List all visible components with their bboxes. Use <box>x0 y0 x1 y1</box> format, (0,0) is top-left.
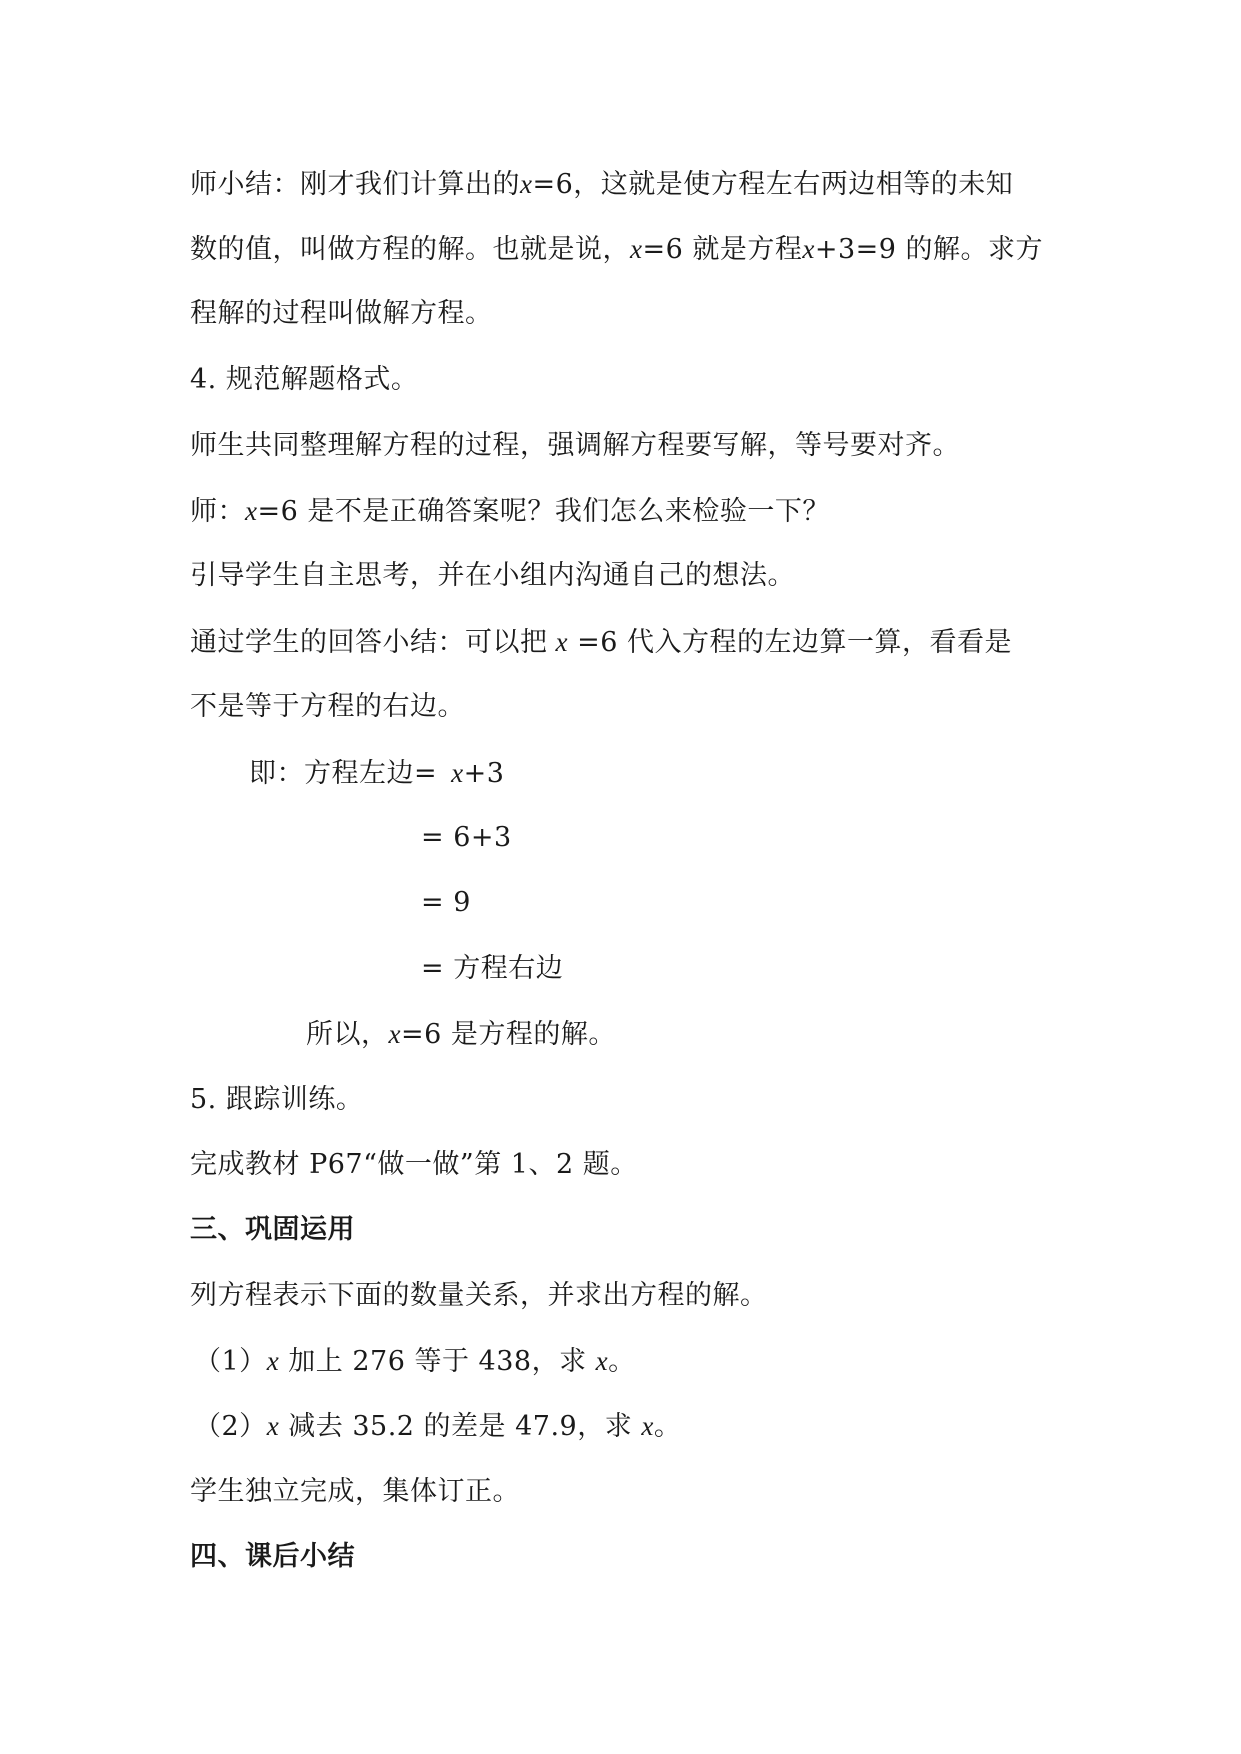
guide-text: 引导学生自主思考，并在小组内沟通自己的想法。 <box>190 560 795 591</box>
text: +3 <box>463 758 505 789</box>
question-2 <box>194 1408 681 1445</box>
conclusion-line-2: 不是等于方程的右边。 <box>190 691 465 722</box>
step5-body: 完成教材 P67“做一做”第 1、2 题。 <box>190 1149 638 1180</box>
variable-x: x <box>245 496 258 526</box>
text: 。 <box>653 1411 682 1442</box>
variable-x: x <box>595 1346 609 1376</box>
text: =6 就是方程 <box>642 234 803 265</box>
variable-x: x <box>451 758 464 788</box>
summary-line-1 <box>190 166 1013 203</box>
section3-after: 学生独立完成，集体订正。 <box>190 1476 520 1507</box>
text: （1） <box>194 1346 267 1377</box>
variable-x: x <box>802 234 815 264</box>
conclusion-line-1 <box>190 624 1012 661</box>
step4-body: 师生共同整理解方程的过程，强调解方程要写解，等号要对齐。 <box>190 430 960 461</box>
text: 师小结：刚才我们计算出的 <box>190 169 520 200</box>
teacher-question <box>190 493 830 530</box>
variable-x: x <box>630 234 643 264</box>
text: =6 是不是正确答案呢？我们怎么来检验一下？ <box>257 496 830 527</box>
step5-title: 5. 跟踪训练。 <box>190 1084 364 1115</box>
text: 师： <box>190 496 245 527</box>
variable-x: x <box>555 627 568 657</box>
variable-x: x <box>520 169 533 199</box>
step4-title: 4. 规范解题格式。 <box>190 364 419 395</box>
check-line-2: = 6+3 <box>421 822 512 853</box>
text: 数的值，叫做方程的解。也就是说， <box>190 234 630 265</box>
text: 通过学生的回答小结：可以把 <box>190 627 548 658</box>
section4-heading: 四、课后小结 <box>190 1541 355 1572</box>
question-1 <box>194 1343 636 1380</box>
text: 即：方程左边= <box>249 758 438 789</box>
summary-line-2 <box>190 231 1043 268</box>
section3-intro: 列方程表示下面的数量关系，并求出方程的解。 <box>190 1280 768 1311</box>
text: +3=9 的解。求方 <box>814 234 1044 265</box>
variable-x: x <box>388 1019 401 1049</box>
check-line-3: = 9 <box>421 887 471 918</box>
section3-heading: 三、巩固运用 <box>190 1214 355 1245</box>
variable-x: x <box>266 1346 280 1376</box>
text: 所以， <box>306 1019 389 1050</box>
variable-x: x <box>266 1411 280 1441</box>
variable-x: x <box>641 1411 654 1441</box>
summary-line-3: 程解的过程叫做解方程。 <box>190 298 493 329</box>
check-line-4: = 方程右边 <box>421 953 564 984</box>
text: 减去 35.2 的差是 47.9，求 <box>279 1411 642 1442</box>
text: 加上 276 等于 438，求 <box>279 1346 596 1377</box>
check-line-1 <box>249 755 504 792</box>
text: =6 代入方程的左边算一算，看看是 <box>567 627 1012 658</box>
text: （2） <box>194 1411 267 1442</box>
check-conclusion <box>306 1016 616 1053</box>
text: =6，这就是使方程左右两边相等的未知 <box>532 169 1014 200</box>
text: =6 是方程的解。 <box>400 1019 616 1050</box>
text: 。 <box>608 1346 636 1377</box>
